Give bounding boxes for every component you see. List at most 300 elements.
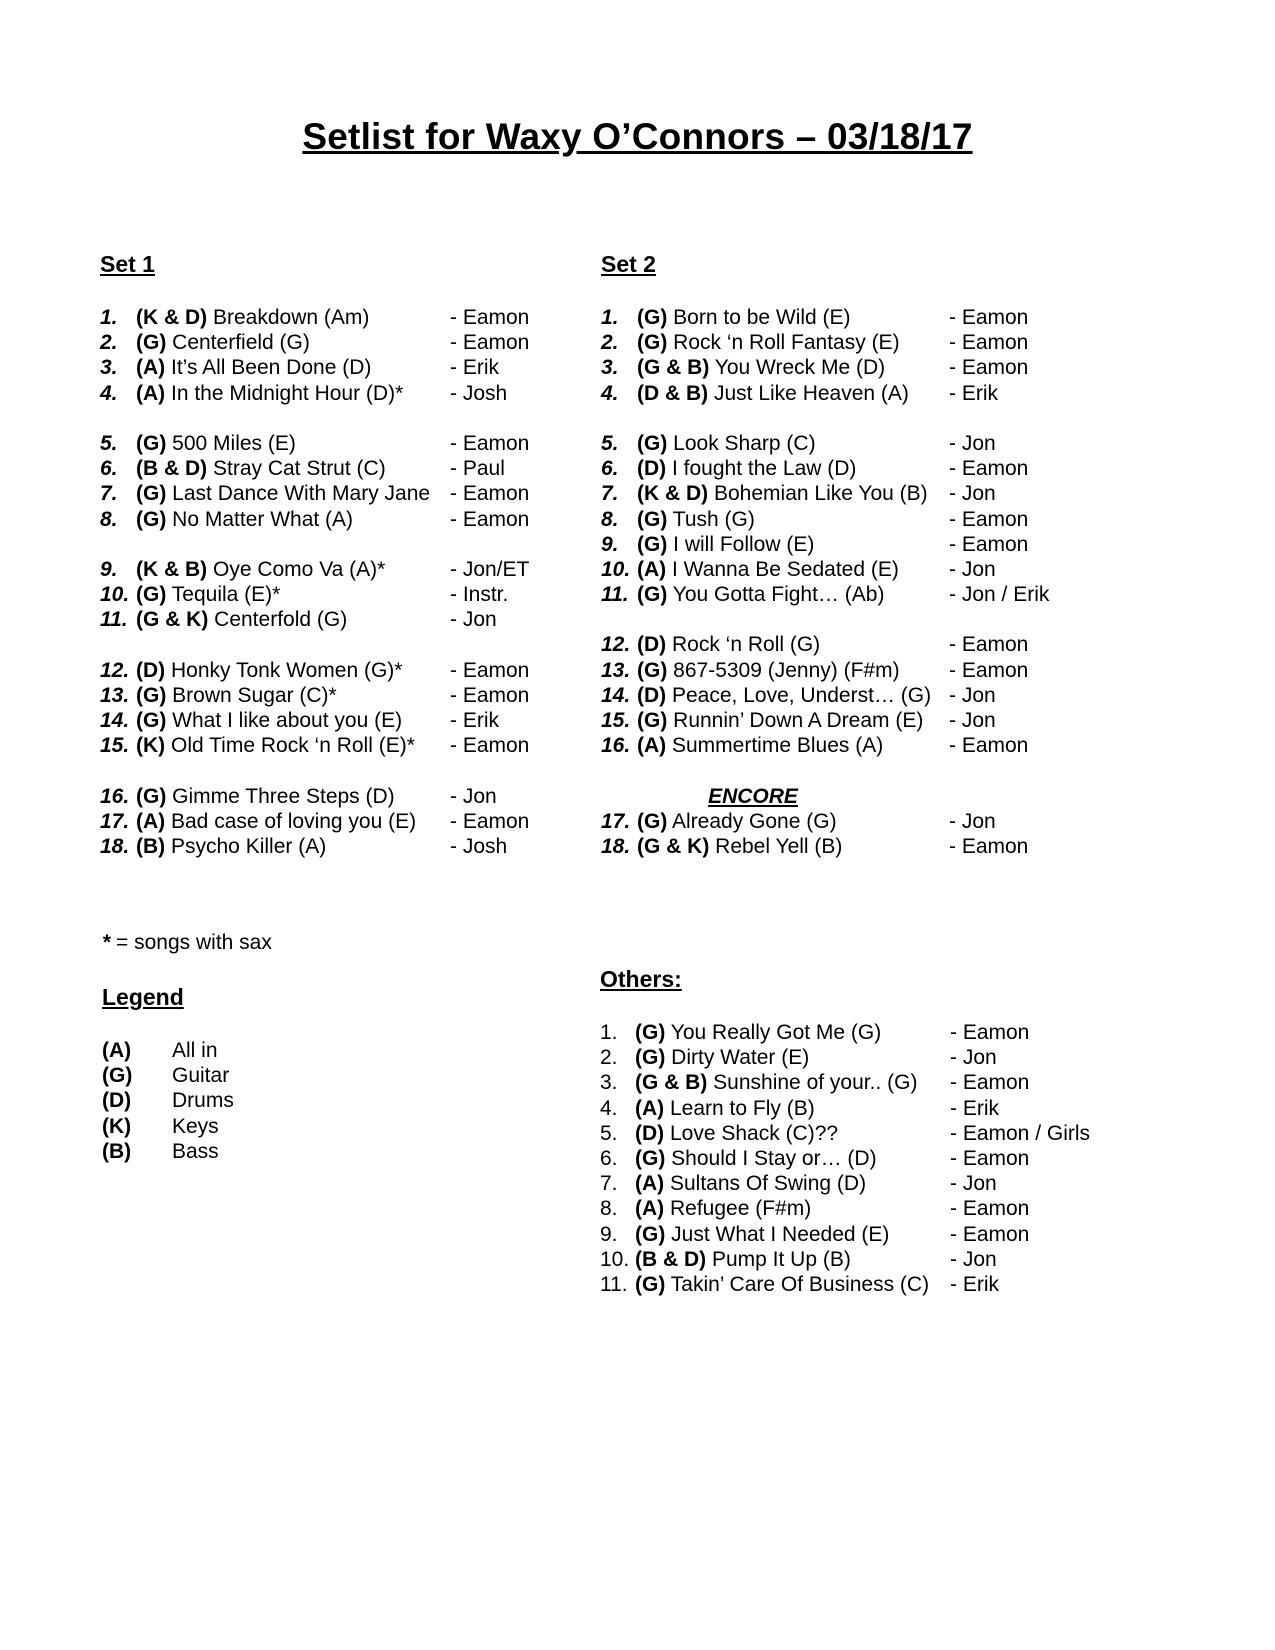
legend-label: Bass: [172, 1139, 219, 1163]
instrument-code: (G): [637, 331, 668, 355]
instrument-code: (G): [637, 658, 668, 682]
song-title: [637, 381, 909, 406]
song-title: [136, 809, 416, 834]
song-row: [601, 809, 1121, 834]
instrument-code: (G): [637, 306, 668, 329]
song-name: I fought the Law (D): [666, 457, 857, 481]
song-row: [601, 456, 1121, 481]
song-row: [601, 305, 1121, 330]
encore-heading: ENCORE: [708, 784, 798, 808]
song-number: 9.: [600, 1222, 618, 1246]
instrument-code: (G): [136, 507, 167, 531]
song-row: [100, 834, 560, 859]
song-name: Bohemian Like You (B): [708, 482, 928, 506]
song-name: You Gotta Fight… (Ab): [667, 583, 885, 607]
song-title: [136, 658, 402, 683]
song-title: [635, 1146, 877, 1171]
singer: - Josh: [450, 381, 508, 405]
singer: - Erik: [950, 1096, 999, 1120]
instrument-code: (G & K): [637, 834, 710, 858]
singer: - Jon/ET: [450, 557, 530, 581]
legend-item: [102, 1088, 402, 1113]
instrument-code: (G): [637, 809, 668, 833]
song-number: 8.: [601, 507, 619, 531]
legend-code: (A): [102, 1039, 132, 1062]
song-name: Rock ‘n Roll Fantasy (E): [667, 331, 900, 355]
instrument-code: (A): [136, 381, 166, 405]
song-name: Old Time Rock ‘n Roll (E)*: [165, 734, 415, 758]
song-title: [637, 632, 820, 657]
song-row: [600, 1070, 1160, 1095]
song-number: 17.: [601, 809, 631, 833]
song-number: 6.: [600, 1146, 618, 1170]
song-number: 6.: [601, 457, 619, 481]
song-name: Rock ‘n Roll (G): [666, 633, 821, 657]
song-row: [601, 431, 1121, 456]
instrument-code: (G): [635, 1272, 666, 1296]
singer: - Eamon: [450, 658, 530, 682]
song-title: [637, 305, 851, 330]
singer: - Jon: [949, 709, 996, 732]
encore-list: [601, 809, 1121, 859]
song-name: Tequila (E)*: [166, 583, 281, 607]
song-title: [136, 784, 395, 809]
song-title: [635, 1121, 838, 1146]
song-name: It’s All Been Done (D): [165, 356, 372, 380]
instrument-code: (B & D): [635, 1247, 707, 1271]
instrument-code: (D): [637, 683, 667, 707]
instrument-code: (G): [637, 431, 668, 455]
song-name: 500 Miles (E): [166, 431, 296, 455]
song-title: [637, 733, 883, 758]
instrument-code: (G): [637, 709, 668, 732]
song-row: [600, 1045, 1160, 1070]
instrument-code: (K): [136, 734, 166, 758]
song-row: [601, 557, 1121, 582]
page-title: Setlist for Waxy O’Connors – 03/18/17: [302, 116, 973, 157]
song-number: 3.: [100, 356, 118, 380]
song-row: [600, 1272, 1160, 1297]
song-row: [600, 1171, 1160, 1196]
singer: - Eamon: [949, 532, 1029, 556]
song-row: [600, 1196, 1160, 1221]
instrument-code: (G): [136, 583, 167, 607]
song-name: Tush (G): [667, 507, 755, 531]
singer: - Jon: [949, 557, 996, 581]
song-row: [601, 708, 1121, 733]
song-row: [601, 582, 1121, 607]
song-row: [100, 683, 560, 708]
song-title: [635, 1096, 815, 1121]
song-number: 9.: [100, 557, 118, 581]
song-row: [100, 507, 560, 532]
song-number: 12.: [601, 633, 631, 657]
instrument-code: (G): [637, 507, 668, 531]
song-name: Stray Cat Strut (C): [207, 457, 386, 481]
instrument-code: (D): [637, 633, 667, 657]
song-name: Oye Como Va (A)*: [207, 557, 386, 581]
song-number: 13.: [601, 658, 631, 682]
singer: - Erik: [950, 1272, 999, 1296]
song-name: Look Sharp (C): [667, 431, 816, 455]
legend-code: (G): [102, 1064, 133, 1088]
song-name: Rebel Yell (B): [709, 834, 843, 858]
song-number: 16.: [601, 734, 631, 758]
singer: - Josh: [450, 834, 508, 858]
song-title: [635, 1196, 811, 1221]
legend-label: All in: [172, 1039, 218, 1062]
song-title: [136, 330, 310, 355]
song-row: [100, 733, 560, 758]
singer: - Eamon: [949, 633, 1029, 657]
song-number: 1.: [601, 306, 619, 329]
song-title: [637, 683, 931, 708]
singer: - Eamon: [950, 1222, 1030, 1246]
song-row: [601, 834, 1121, 859]
singer: - Eamon / Girls: [950, 1121, 1091, 1145]
song-row: [601, 507, 1121, 532]
song-name: Sultans Of Swing (D): [664, 1172, 867, 1196]
instrument-code: (D): [635, 1121, 665, 1145]
instrument-code: (G & B): [637, 356, 710, 380]
instrument-code: (G): [136, 683, 167, 707]
song-title: [635, 1020, 881, 1045]
song-row: [600, 1146, 1160, 1171]
song-title: [637, 456, 856, 481]
song-name: What I like about you (E): [166, 709, 403, 732]
song-number: 14.: [601, 683, 631, 707]
singer: - Paul: [450, 457, 505, 481]
instrument-code: (B & D): [136, 457, 208, 481]
song-row: [601, 632, 1121, 657]
singer: - Erik: [450, 356, 499, 380]
song-row: [100, 381, 560, 406]
song-title: [637, 532, 814, 557]
song-name: Honky Tonk Women (G)*: [165, 658, 403, 682]
instrument-code: (A): [635, 1172, 665, 1196]
song-row: [100, 708, 560, 733]
song-number: 7.: [600, 1172, 618, 1196]
instrument-code: (A): [635, 1197, 665, 1221]
song-name: In the Midnight Hour (D)*: [165, 381, 404, 405]
song-row: [100, 582, 560, 607]
song-row: [100, 456, 560, 481]
song-name: Sunshine of your.. (G): [707, 1071, 918, 1095]
singer: - Eamon: [450, 683, 530, 707]
singer: - Jon: [949, 809, 996, 833]
song-number: 4.: [100, 381, 118, 405]
song-name: Runnin’ Down A Dream (E): [667, 709, 924, 732]
song-name: Should I Stay or… (D): [665, 1146, 877, 1170]
song-number: 15.: [601, 709, 631, 732]
instrument-code: (G): [637, 583, 668, 607]
song-name: Takin’ Care Of Business (C): [665, 1272, 930, 1296]
song-name: Last Dance With Mary Jane: [166, 482, 431, 506]
song-title: [136, 381, 403, 406]
song-number: 9.: [601, 532, 619, 556]
song-row: [601, 733, 1121, 758]
song-number: 16.: [100, 784, 130, 808]
song-number: 8.: [100, 507, 118, 531]
song-title: [136, 456, 386, 481]
song-row: [600, 1020, 1160, 1045]
legend: [102, 984, 402, 1164]
set-2-column: [601, 251, 1121, 859]
song-number: 7.: [100, 482, 118, 506]
song-number: 3.: [601, 356, 619, 380]
song-row: [100, 784, 560, 809]
singer: - Eamon: [450, 734, 530, 758]
instrument-code: (G): [635, 1222, 666, 1246]
song-title: [637, 431, 816, 456]
song-title: [136, 305, 369, 330]
singer: - Jon: [949, 683, 996, 707]
group-spacer: [100, 406, 560, 431]
legend-item: [102, 1063, 402, 1088]
song-number: 18.: [100, 834, 130, 858]
set-1-list: [100, 305, 560, 859]
song-name: Refugee (F#m): [664, 1197, 812, 1221]
group-spacer: [601, 607, 1121, 632]
song-row: [600, 1247, 1160, 1272]
song-number: 17.: [100, 809, 130, 833]
song-title: [136, 507, 353, 532]
song-number: 12.: [100, 658, 130, 682]
instrument-code: (A): [635, 1096, 665, 1120]
song-number: 5.: [601, 431, 619, 455]
song-number: 1.: [100, 306, 118, 329]
song-number: 10.: [100, 583, 130, 607]
song-number: 5.: [100, 431, 118, 455]
song-number: 13.: [100, 683, 130, 707]
song-row: [100, 607, 560, 632]
song-name: Breakdown (Am): [207, 306, 370, 329]
song-name: Gimme Three Steps (D): [166, 784, 395, 808]
singer: - Eamon: [949, 306, 1029, 329]
group-spacer: [100, 632, 560, 657]
instrument-code: (D): [136, 658, 166, 682]
group-spacer: [601, 406, 1121, 431]
song-number: 6.: [100, 457, 118, 481]
legend-code: (K): [102, 1114, 132, 1138]
instrument-code: (K & D): [136, 306, 208, 329]
singer: - Eamon: [950, 1021, 1030, 1044]
legend-item: [102, 1114, 402, 1139]
singer: - Eamon: [450, 482, 530, 506]
instrument-code: (G): [136, 784, 167, 808]
singer: - Jon: [949, 482, 996, 506]
song-number: 4.: [600, 1096, 618, 1120]
group-spacer: [601, 758, 1121, 783]
instrument-code: (K & B): [136, 557, 208, 581]
song-title: [136, 481, 430, 506]
song-row: [601, 683, 1121, 708]
singer: - Eamon: [450, 306, 530, 329]
song-row: [601, 330, 1121, 355]
singer: - Eamon: [950, 1146, 1030, 1170]
set-2-list: [601, 305, 1121, 784]
song-name: Learn to Fly (B): [664, 1096, 815, 1120]
singer: - Jon: [950, 1247, 997, 1271]
song-number: 5.: [600, 1121, 618, 1145]
song-title: [635, 1272, 929, 1297]
song-title: [136, 708, 402, 733]
song-name: I will Follow (E): [667, 532, 815, 556]
song-name: You Really Got Me (G): [665, 1021, 882, 1044]
legend-label: Drums: [172, 1089, 234, 1113]
song-row: [601, 481, 1121, 506]
instrument-code: (G & B): [635, 1071, 708, 1095]
set-2-heading: Set 2: [601, 251, 656, 277]
song-title: [637, 809, 837, 834]
song-name: Just Like Heaven (A): [708, 381, 909, 405]
song-title: [635, 1171, 866, 1196]
song-name: You Wreck Me (D): [709, 356, 886, 380]
song-name: Psycho Killer (A): [165, 834, 327, 858]
singer: - Jon: [450, 608, 497, 632]
song-name: 867-5309 (Jenny) (F#m): [667, 658, 900, 682]
singer: - Jon / Erik: [949, 583, 1050, 607]
others-column: [600, 966, 1160, 1297]
legend-list: [102, 1038, 402, 1164]
song-name: Born to be Wild (E): [667, 306, 851, 329]
song-title: [637, 330, 900, 355]
song-title: [637, 481, 928, 506]
singer: - Eamon: [949, 457, 1029, 481]
song-row: [601, 532, 1121, 557]
song-title: [136, 733, 415, 758]
song-name: Summertime Blues (A): [666, 734, 884, 758]
song-number: 2.: [600, 1046, 618, 1070]
song-number: 14.: [100, 709, 130, 732]
instrument-code: (G): [637, 532, 668, 556]
song-name: Centerfield (G): [166, 331, 310, 355]
song-name: Dirty Water (E): [665, 1046, 810, 1070]
legend-label: Keys: [172, 1114, 219, 1138]
singer: - Erik: [450, 709, 499, 732]
song-row: [601, 381, 1121, 406]
song-row: [600, 1121, 1160, 1146]
song-title: [136, 607, 347, 632]
song-title: [637, 557, 899, 582]
song-title: [637, 708, 923, 733]
singer: - Eamon: [450, 431, 530, 455]
song-row: [601, 355, 1121, 380]
song-name: Centerfold (G): [208, 608, 348, 632]
song-name: Already Gone (G): [667, 809, 837, 833]
song-title: [635, 1222, 889, 1247]
song-title: [637, 582, 884, 607]
song-number: 7.: [601, 482, 619, 506]
instrument-code: (G & K): [136, 608, 209, 632]
song-row: [100, 431, 560, 456]
singer: - Eamon: [450, 331, 530, 355]
song-number: 4.: [601, 381, 619, 405]
instrument-code: (A): [637, 557, 667, 581]
singer: - Eamon: [949, 331, 1029, 355]
sax-note: [102, 931, 272, 955]
singer: - Jon: [950, 1046, 997, 1070]
instrument-code: (G): [635, 1046, 666, 1070]
instrument-code: (A): [136, 356, 166, 380]
song-row: [100, 305, 560, 330]
song-row: [600, 1096, 1160, 1121]
song-title: [136, 557, 385, 582]
instrument-code: (G): [635, 1146, 666, 1170]
singer: - Eamon: [450, 507, 530, 531]
others-heading: Others:: [600, 966, 682, 992]
singer: - Eamon: [950, 1071, 1030, 1095]
song-name: Just What I Needed (E): [665, 1222, 890, 1246]
instrument-code: (G): [136, 331, 167, 355]
song-row: [600, 1222, 1160, 1247]
song-number: 11.: [601, 583, 629, 607]
singer: - Eamon: [949, 658, 1029, 682]
legend-label: Guitar: [172, 1064, 230, 1088]
song-title: [637, 834, 842, 859]
song-number: 2.: [601, 331, 619, 355]
song-number: 1.: [600, 1021, 618, 1044]
song-number: 3.: [600, 1071, 618, 1095]
singer: - Eamon: [950, 1197, 1030, 1221]
instrument-code: (K & D): [637, 482, 709, 506]
song-title: [637, 355, 885, 380]
song-title: [136, 355, 371, 380]
song-name: Pump It Up (B): [706, 1247, 851, 1271]
legend-item: [102, 1038, 402, 1063]
song-name: Bad case of loving you (E): [165, 809, 417, 833]
instrument-code: (G): [635, 1021, 666, 1044]
instrument-code: (B): [136, 834, 166, 858]
instrument-code: (D): [637, 457, 667, 481]
song-title: [635, 1247, 851, 1272]
sax-note-star: *: [102, 931, 111, 954]
sax-note-text: = songs with sax: [110, 931, 272, 954]
singer: - Erik: [949, 381, 998, 405]
singer: - Eamon: [949, 834, 1029, 858]
song-number: 10.: [601, 557, 631, 581]
song-name: Peace, Love, Underst… (G): [666, 683, 932, 707]
instrument-code: (G): [136, 709, 167, 732]
song-title: [637, 507, 755, 532]
song-name: Brown Sugar (C)*: [166, 683, 337, 707]
song-number: 15.: [100, 734, 130, 758]
song-row: [601, 658, 1121, 683]
singer: - Eamon: [949, 356, 1029, 380]
singer: - Eamon: [949, 734, 1029, 758]
song-number: 2.: [100, 331, 118, 355]
song-number: 8.: [600, 1197, 618, 1221]
others-list: [600, 1020, 1160, 1297]
singer: - Jon: [450, 784, 497, 808]
song-row: [100, 481, 560, 506]
song-number: 10.: [600, 1247, 630, 1271]
song-name: Love Shack (C)??: [664, 1121, 839, 1145]
song-title: [136, 582, 280, 607]
legend-code: (D): [102, 1089, 132, 1113]
singer: - Eamon: [949, 507, 1029, 531]
song-title: [136, 834, 326, 859]
song-title: [635, 1045, 809, 1070]
group-spacer: [100, 532, 560, 557]
singer: - Instr.: [450, 583, 509, 607]
group-spacer: [100, 758, 560, 783]
legend-code: (B): [102, 1139, 132, 1163]
song-row: [100, 355, 560, 380]
legend-heading: Legend: [102, 984, 184, 1010]
song-row: [100, 658, 560, 683]
song-row: [100, 809, 560, 834]
